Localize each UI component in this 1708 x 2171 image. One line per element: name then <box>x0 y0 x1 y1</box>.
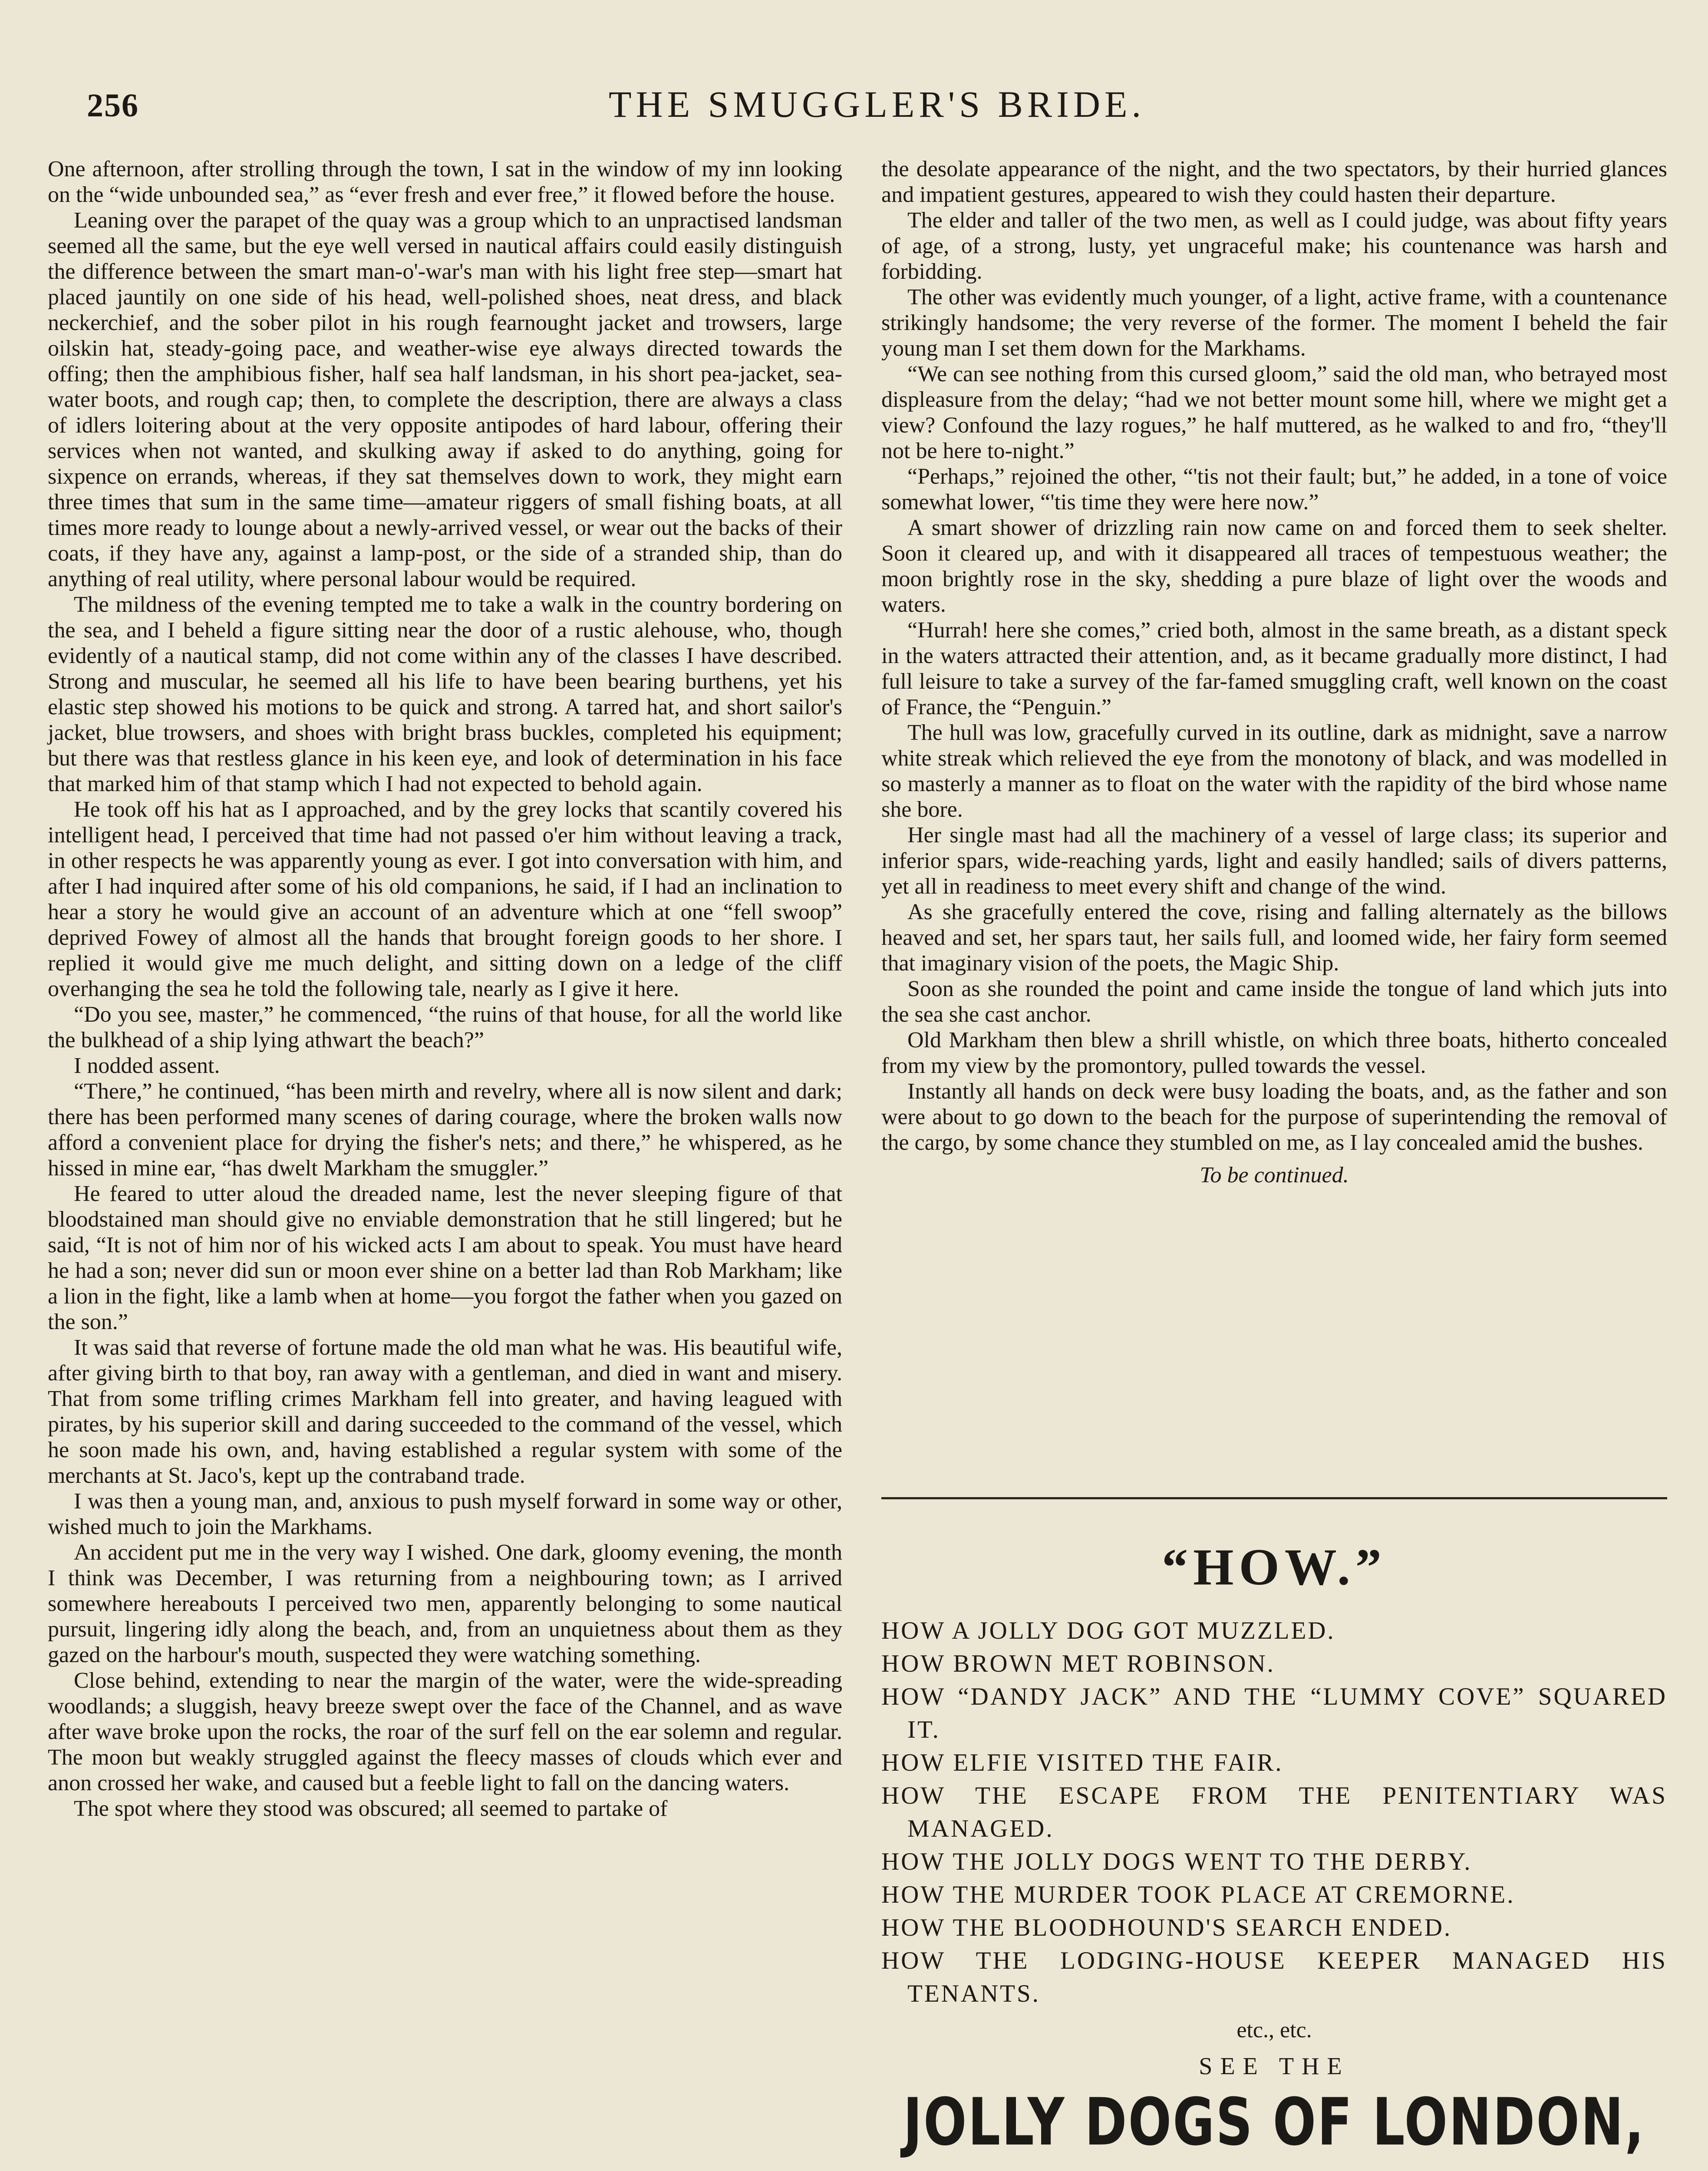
paragraph: “Perhaps,” rejoined the other, “'tis not their fault; but,” he added, in a tone of voice somewhat lower, “'tis time they were here now.” <box>881 464 1667 515</box>
paragraph: Close behind, extending to near the margin of the water, were the wide-spreading woodlands; a sluggish, heavy breeze swept over the face of the Channel, and as wave after wave broke upon the rocks, the roar of the surf fell on the ear solemn and regular. The moon but weakly struggled against the fleecy masses of clouds which ever and anon crossed her wake, and caused but a feeble light to fall on the dancing waters. <box>48 1668 842 1795</box>
list-item: HOW THE ESCAPE FROM THE PENITENTIARY WAS MANAGED. <box>881 1782 1667 1842</box>
advert-etc: etc., etc. <box>1236 2018 1312 2042</box>
to-be-continued: To be continued. <box>1200 1163 1349 1188</box>
paragraph: The mildness of the evening tempted me to take a walk in the country bordering on the sea, and I beheld a figure sitting near the door of a rustic alehouse, who, though evidently of a nautical stamp, did not come within any of the classes I have described. Strong and muscular, he seemed all his life to have been bearing burthens, yet his elastic step showed his motions to be quick and strong. A tarred hat, and short sailor's jacket, blue trowsers, and shoes with bright brass buckles, completed his equipment; but there was that restless glance in his keen eye, and look of determination in his face that marked him of that stamp which I had not expected to behold again. <box>48 592 842 796</box>
paragraph: “Do you see, master,” he commenced, “the ruins of that house, for all the world like the bulkhead of a ship lying athwart the beach?” <box>48 1002 842 1053</box>
paragraph: He took off his hat as I approached, and by the grey locks that scantily covered his intelligent head, I perceived that time had not passed o'er him without leaving a track, in other respects he was apparently young as ever. I got into conversation with him, and after I had inquired after some of his old companions, he said, if I had an inclination to hear a story he would give an account of an adventure which at one “fell swoop” deprived Fowey of almost all the hands that brought foreign goods to her shore. I replied it would give me much delight, and sitting down on a ledge of the cliff overhanging the sea he told the following tale, nearly as I give it here. <box>48 797 842 1001</box>
running-title: THE SMUGGLER'S BRIDE. <box>608 83 1146 125</box>
paragraph: The other was evidently much younger, of a light, active frame, with a countenance strikingly handsome; the very reverse of the former. The moment I beheld the fair young man I set them down for the Markhams. <box>881 285 1667 361</box>
paragraph: The hull was low, gracefully curved in its outline, dark as midnight, save a narrow white streak which relieved the eye from the monotony of black, and was modelled in so masterly a manner as to float on the water with the rapidity of the bird whose name she bore. <box>881 720 1667 822</box>
page-header <box>87 78 1667 139</box>
paragraph: I nodded assent. <box>74 1053 220 1078</box>
paragraph: The spot where they stood was obscured; all seemed to partake of <box>74 1796 668 1821</box>
list-item: HOW THE MURDER TOOK PLACE AT CREMORNE. <box>881 1881 1515 1908</box>
paragraph: Leaning over the parapet of the quay was a group which to an unpractised landsman seemed all the same, but the eye well versed in nautical affairs could easily distinguish the difference between the smart man-o'-war's man with his light free step—smart hat placed jauntily on one side of his head, well-polished shoes, neat dress, and black neckerchief, and the sober pilot in his rough fearnought jacket and trowsers, large oilskin hat, steady-going pace, and weather-wise eye always directed towards the offing; then the amphibious fisher, half sea half landsman, in his short pea-jacket, sea-water boots, and rough cap; then, to complete the description, there are always a class of idlers loitering about at the very opposite antipodes of hard labour, offering their services when not wanted, and skulking away if asked to do anything, going for sixpence on errands, whereas, if they sat themselves down to work, they might earn three times that sum in the same time—amateur riggers of small fishing boats, at all times more ready to lounge about a newly-arrived vessel, or wear out the backs of their coats, if they have any, against a lamp-post, or the side of a stranded ship, than do anything of real utility, where personal labour would be required. <box>48 208 842 591</box>
publication-title: JOLLY DOGS OF LONDON, <box>903 2085 1645 2160</box>
paragraph: He feared to utter aloud the dreaded name, lest the never sleeping figure of that bloodstained man should give no enviable demonstration that he still lingered; but he said, “It is not of him nor of his wicked acts I am about to speak. You must have heard he had a son; never did sun or moon ever shine on a better lad than Rob Markham; like a lion in the fight, like a lamb when at home—you forgot the father when you gazed on the son.” <box>48 1181 842 1334</box>
list-item: HOW “DANDY JACK” AND THE “LUMMY COVE” SQUARED IT. <box>881 1683 1667 1743</box>
paragraph: One afternoon, after strolling through the town, I sat in the window of my inn looking on the “wide unbounded sea,” as “ever fresh and ever free,” it flowed before the house. <box>48 157 842 207</box>
advert-list <box>881 1614 1667 2010</box>
paragraph: I was then a young man, and, anxious to push myself forward in some way or other, wished much to join the Markhams. <box>48 1489 842 1539</box>
list-item: HOW ELFIE VISITED THE FAIR. <box>881 1749 1283 1776</box>
paragraph: “There,” he continued, “has been mirth and revelry, where all is now silent and dark; there has been performed many scenes of daring courage, where the broken walls now afford a convenient place for drying the fisher's nets; and there,” he whispered, as he hissed in mine ear, “has dwelt Markham the smuggler.” <box>48 1079 842 1181</box>
paragraph: the desolate appearance of the night, and the two spectators, by their hurried glances and impatient gestures, appeared to wish they could hasten their departure. <box>881 157 1667 207</box>
paragraph: It was said that reverse of fortune made the old man what he was. His beautiful wife, after giving birth to that boy, ran away with a gentleman, and died in want and misery. That from some trifling crimes Markham fell into greater, and having leagued with pirates, by his superior skill and daring succeeded to the command of the vessel, which he soon made his own, and, having established a regular system with some of the merchants at St. Jaco's, kept up the contraband trade. <box>48 1335 842 1488</box>
paragraph: Old Markham then blew a shrill whistle, on which three boats, hitherto concealed from my view by the promontory, pulled towards the vessel. <box>881 1028 1667 1078</box>
left-column <box>48 156 842 1821</box>
paragraph: A smart shower of drizzling rain now came on and forced them to seek shelter. Soon it cleared up, and with it disappeared all traces of tempestuous weather; the moon brightly rose in the sky, shedding a pure blaze of light over the woods and waters. <box>881 515 1667 617</box>
paragraph: As she gracefully entered the cove, rising and falling alternately as the billows heaved and set, her spars taut, her sails full, and loomed wide, her fairy form seemed that imaginary vision of the poets, the Magic Ship. <box>881 900 1667 976</box>
paragraph: The elder and taller of the two men, as well as I could judge, was about fifty years of age, of a strong, lusty, yet ungraceful make; his countenance was harsh and forbidding. <box>881 208 1667 284</box>
paragraph: “Hurrah! here she comes,” cried both, almost in the same breath, as a distant speck in the waters attracted their attention, and, as it became gradually more distinct, I had full leisure to take a survey of the far-famed smuggling craft, well known on the coast of France, the “Penguin.” <box>881 618 1667 719</box>
list-item: HOW A JOLLY DOG GOT MUZZLED. <box>881 1617 1335 1644</box>
list-item: HOW BROWN MET ROBINSON. <box>881 1650 1275 1677</box>
advertisement <box>881 1528 1667 2171</box>
section-divider <box>881 1497 1667 1499</box>
paragraph: Her single mast had all the machinery of a vessel of large class; its superior and inferior spars, wide-reaching yards, light and easily handled; sails of divers patterns, yet all in readiness to meet every shift and change of the wind. <box>881 823 1667 899</box>
page-number: 256 <box>87 87 139 124</box>
list-item: HOW THE JOLLY DOGS WENT TO THE DERBY. <box>881 1848 1472 1875</box>
advert-see: SEE THE <box>1199 2053 1350 2080</box>
paragraph: Instantly all hands on deck were busy loading the boats, and, as the father and son were about to go down to the beach for the purpose of superintending the removal of the cargo, by some chance they stumbled on me, as I lay concealed amid the bushes. <box>881 1079 1667 1155</box>
advert-heading: “HOW.” <box>1162 1538 1387 1596</box>
paragraph: “We can see nothing from this cursed gloom,” said the old man, who betrayed most displeasure from the delay; “had we not better mount some hill, where we might get a view? Confound the lazy rogues,” he half muttered, as he walked to and fro, “they'll not be here to-night.” <box>881 362 1667 463</box>
right-column <box>881 156 1667 1188</box>
list-item: HOW THE LODGING-HOUSE KEEPER MANAGED HIS TENANTS. <box>881 1947 1667 2007</box>
paragraph: Soon as she rounded the point and came inside the tongue of land which juts into the sea she cast anchor. <box>881 977 1667 1027</box>
list-item: HOW THE BLOODHOUND'S SEARCH ENDED. <box>881 1914 1452 1941</box>
paragraph: An accident put me in the very way I wished. One dark, gloomy evening, the month I think was December, I was returning from a neighbouring town; as I arrived somewhere hereabouts I perceived two men, apparently belonging to some nautical pursuit, lingering idly along the beach, and, from an unquietness about them as they gazed on the harbour's mouth, suspected they were watching something. <box>48 1540 842 1667</box>
